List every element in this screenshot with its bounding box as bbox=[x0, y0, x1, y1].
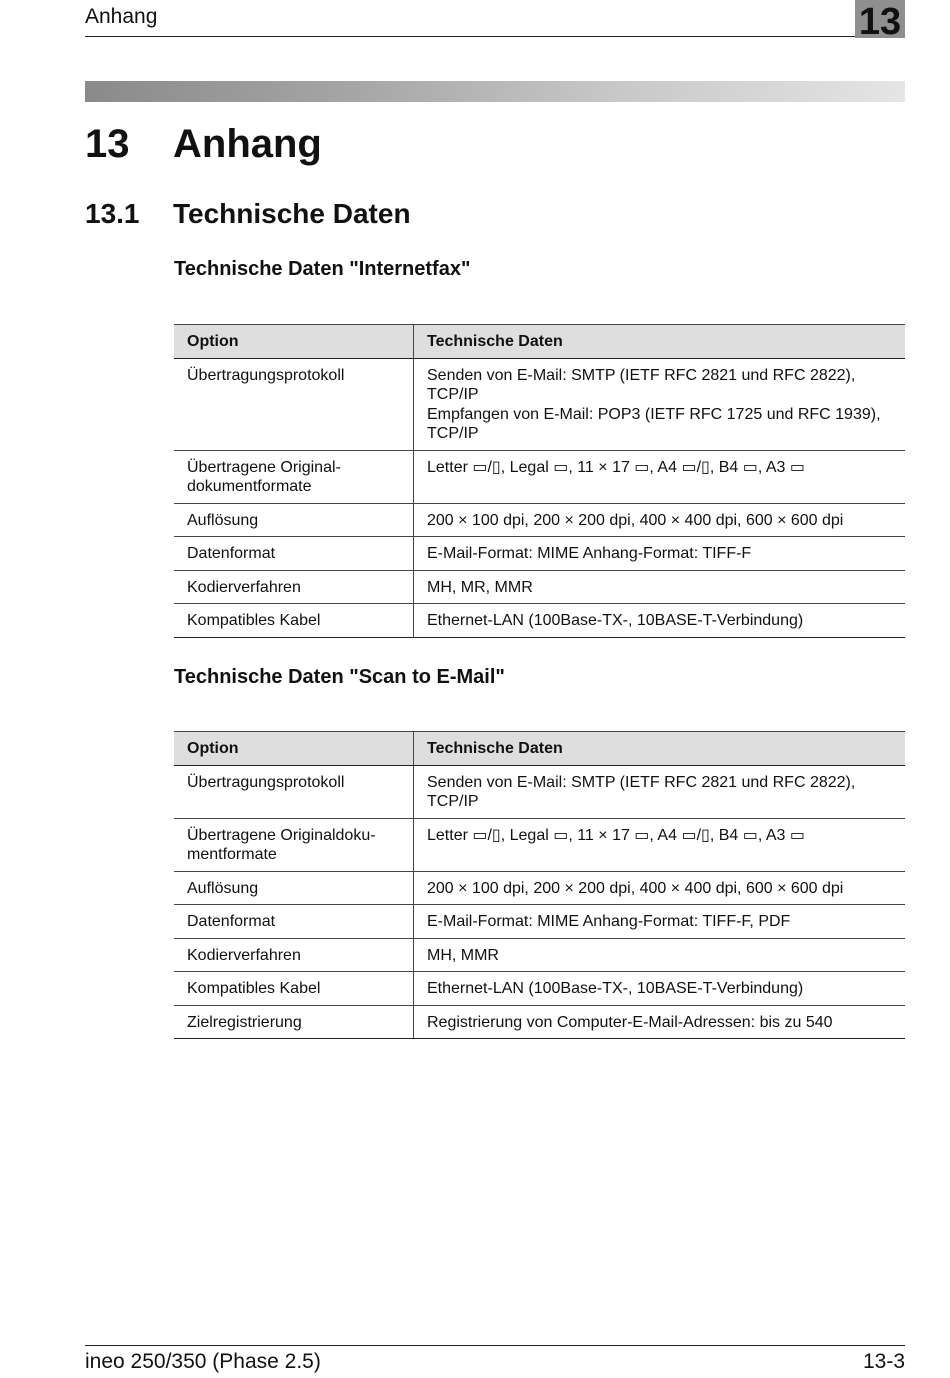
table-row bbox=[174, 972, 905, 1006]
value-cell: Letter ▭/▯, Legal ▭, 11 × 17 ▭, A4 ▭/▯, B4 ▭, A3 ▭ bbox=[414, 818, 906, 871]
table-row bbox=[174, 1005, 905, 1039]
table-row bbox=[174, 450, 905, 503]
value-cell: Registrierung von Computer-E-Mail-Adressen: bis zu 540 bbox=[414, 1005, 906, 1039]
value-cell: MH, MR, MMR bbox=[414, 570, 906, 604]
table-header-row bbox=[174, 325, 905, 359]
option-cell: Übertragene Original- dokumentformate bbox=[174, 450, 414, 503]
option-cell: Auflösung bbox=[174, 503, 414, 537]
option-cell: Kodierverfahren bbox=[174, 938, 414, 972]
table-row bbox=[174, 938, 905, 972]
header-rule bbox=[85, 36, 855, 37]
section-heading bbox=[85, 198, 411, 230]
value-cell: E-Mail-Format: MIME Anhang-Format: TIFF-F, PDF bbox=[414, 905, 906, 939]
column-header-data: Technische Daten bbox=[414, 732, 906, 766]
option-cell: Kompatibles Kabel bbox=[174, 972, 414, 1006]
value-cell: Ethernet-LAN (100Base-TX-, 10BASE-T-Verbindung) bbox=[414, 972, 906, 1006]
table-row bbox=[174, 358, 905, 450]
option-cell: Übertragungsprotokoll bbox=[174, 358, 414, 450]
chapter-number: 13 bbox=[85, 122, 130, 166]
column-header-option: Option bbox=[174, 732, 414, 766]
option-cell: Datenformat bbox=[174, 905, 414, 939]
option-cell: Zielregistrierung bbox=[174, 1005, 414, 1039]
table-row bbox=[174, 871, 905, 905]
option-cell: Kodierverfahren bbox=[174, 570, 414, 604]
value-cell: Senden von E-Mail: SMTP (IETF RFC 2821 und RFC 2822), TCP/IP Empfangen von E-Mail: POP3 (IETF RFC 1725 und RFC 1939), TCP/IP bbox=[414, 358, 906, 450]
option-cell: Übertragungsprotokoll bbox=[174, 765, 414, 818]
value-cell: Letter ▭/▯, Legal ▭, 11 × 17 ▭, A4 ▭/▯, B4 ▭, A3 ▭ bbox=[414, 450, 906, 503]
table-header-row bbox=[174, 732, 905, 766]
spec-table-scan-to-email bbox=[174, 731, 905, 1039]
running-header-title: Anhang bbox=[85, 5, 158, 28]
footer-page-number: 13-3 bbox=[862, 1350, 905, 1373]
section-title: Technische Daten bbox=[173, 198, 411, 229]
table-row bbox=[174, 537, 905, 571]
table-row bbox=[174, 905, 905, 939]
table-row bbox=[174, 818, 905, 871]
spec-table-internetfax bbox=[174, 324, 905, 638]
value-cell: Senden von E-Mail: SMTP (IETF RFC 2821 und RFC 2822), TCP/IP bbox=[414, 765, 906, 818]
column-header-data: Technische Daten bbox=[414, 325, 906, 359]
footer-rule bbox=[85, 1345, 905, 1346]
chapter-heading bbox=[85, 122, 322, 167]
option-cell: Übertragene Originaldoku- mentformate bbox=[174, 818, 414, 871]
table-row bbox=[174, 604, 905, 638]
chapter-title: Anhang bbox=[173, 122, 322, 166]
table-heading-scan-to-email: Technische Daten "Scan to E-Mail" bbox=[174, 666, 505, 688]
table-row bbox=[174, 570, 905, 604]
value-cell: 200 × 100 dpi, 200 × 200 dpi, 400 × 400 dpi, 600 × 600 dpi bbox=[414, 871, 906, 905]
column-header-option: Option bbox=[174, 325, 414, 359]
chapter-number-tab: 13 bbox=[855, 0, 905, 38]
option-cell: Auflösung bbox=[174, 871, 414, 905]
value-cell: MH, MMR bbox=[414, 938, 906, 972]
value-cell: Ethernet-LAN (100Base-TX-, 10BASE-T-Verbindung) bbox=[414, 604, 906, 638]
option-cell: Datenformat bbox=[174, 537, 414, 571]
table-row bbox=[174, 503, 905, 537]
table-row bbox=[174, 765, 905, 818]
table-heading-internetfax: Technische Daten "Internetfax" bbox=[174, 258, 471, 280]
footer-product: ineo 250/350 (Phase 2.5) bbox=[85, 1350, 321, 1373]
value-cell: 200 × 100 dpi, 200 × 200 dpi, 400 × 400 dpi, 600 × 600 dpi bbox=[414, 503, 906, 537]
option-cell: Kompatibles Kabel bbox=[174, 604, 414, 638]
value-cell: E-Mail-Format: MIME Anhang-Format: TIFF-F bbox=[414, 537, 906, 571]
decorative-gradient-bar bbox=[85, 81, 905, 102]
section-number: 13.1 bbox=[85, 198, 140, 229]
